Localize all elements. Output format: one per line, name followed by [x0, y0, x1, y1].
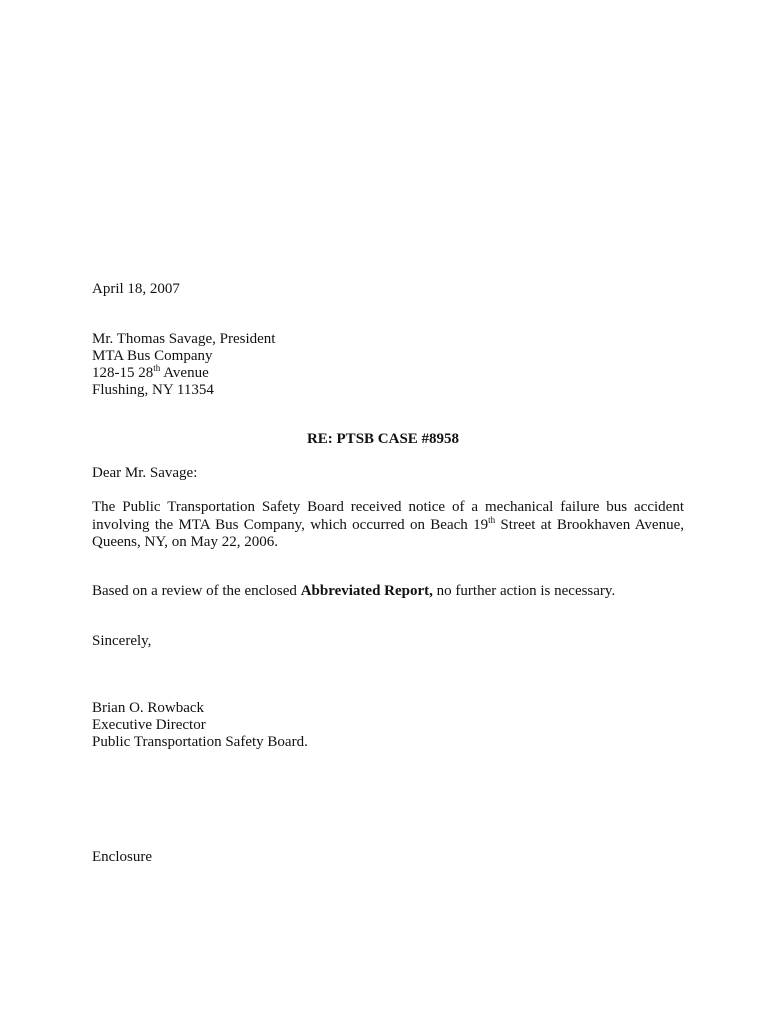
result-text-before: Based on a review of the enclosed [92, 583, 301, 599]
body-ordinal-suffix: th [488, 514, 496, 525]
recipient-city-state-zip: Flushing, NY 11354 [92, 382, 214, 398]
closing: Sincerely, [92, 633, 152, 649]
street-ordinal-suffix: th [153, 363, 161, 373]
recipient-company: MTA Bus Company [92, 348, 213, 364]
letter-date: April 18, 2007 [92, 281, 180, 297]
signer-name: Brian O. Rowback [92, 700, 205, 716]
signer-title: Executive Director [92, 717, 206, 733]
body-text-part1: The Public Transportation Safety Board received notice of a mechanical failure bus accident involving the MTA Bus Company, which occurred on Beach 19 [92, 499, 684, 533]
recipient-name-title: Mr. Thomas Savage, President [92, 331, 276, 347]
body-text-part2: Street at Brookhaven Avenue, Queens, NY, on May 22, 2006. [92, 516, 684, 550]
salutation: Dear Mr. Savage: [92, 465, 198, 481]
signature-block [92, 700, 684, 751]
recipient-address [92, 331, 684, 399]
result-paragraph [92, 583, 684, 600]
enclosure-note: Enclosure [92, 849, 152, 865]
street-number: 128-15 28 [92, 365, 154, 381]
signer-organization: Public Transportation Safety Board. [92, 734, 308, 750]
body-paragraph [92, 499, 684, 552]
result-text-after: no further action is necessary. [432, 583, 616, 599]
recipient-street [92, 365, 684, 382]
subject-line: RE: PTSB CASE #8958 [306, 431, 460, 447]
report-name: Abbreviated Report, [300, 583, 433, 599]
street-name: Avenue [160, 365, 209, 381]
